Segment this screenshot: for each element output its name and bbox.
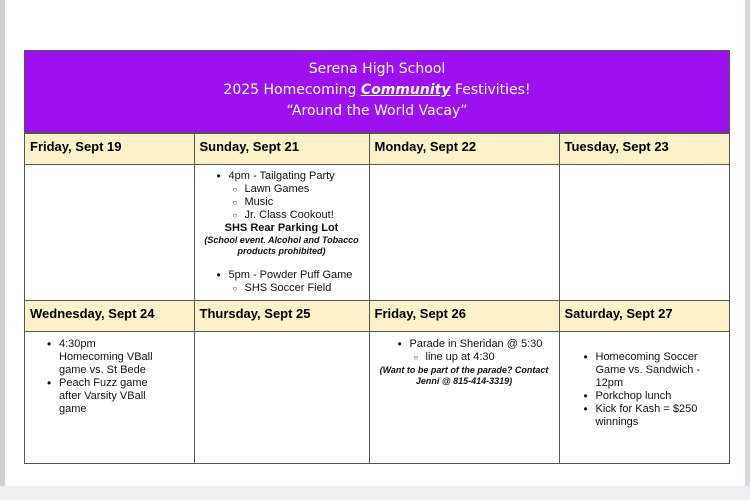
screen-right-edge	[745, 0, 750, 500]
sunday-sept21-cell	[194, 165, 369, 301]
community-emphasis: Community	[360, 82, 451, 98]
thursday-sept25-cell	[194, 332, 369, 464]
list-item: ○ line up at 4:30	[410, 351, 555, 364]
list-item: ○ Music	[229, 196, 365, 209]
event-title: 2025 Homecoming Community Festivities!	[223, 82, 531, 98]
day-header: Thursday, Sept 25	[194, 301, 369, 332]
day-header: Tuesday, Sept 23	[559, 134, 729, 165]
monday-sept22-cell	[369, 165, 559, 301]
list-item: ○ Jr. Class Cookout!	[229, 209, 365, 222]
day-header: Monday, Sept 22	[369, 134, 559, 165]
tuesday-sept23-cell	[559, 165, 729, 301]
theme-title: “Around the World Vacay”	[286, 103, 468, 119]
location-label: SHS Rear Parking Lot	[224, 222, 339, 234]
wednesday-sept24-cell	[25, 332, 194, 464]
event-note: (School event. Alcohol and Tobacco products prohibited)	[204, 235, 359, 256]
screen-left-edge	[0, 0, 5, 500]
day-header: Saturday, Sept 27	[559, 301, 729, 332]
friday-sept26-cell	[369, 332, 559, 464]
list-item: • Porkchop lunch	[580, 390, 710, 403]
title-banner	[25, 51, 729, 133]
week1-events-row	[25, 165, 729, 301]
friday-sept19-cell	[25, 165, 194, 301]
list-item: • Parade in Sheridan @ 5:30	[394, 338, 555, 351]
calendar-grid	[25, 133, 729, 463]
day-header: Wednesday, Sept 24	[25, 301, 194, 332]
school-name: Serena High School	[308, 61, 446, 77]
list-item: • Peach Fuzz game after Varsity VBall game	[43, 377, 163, 416]
list-item: • 4pm - Tailgating Party	[213, 170, 365, 183]
day-header: Friday, Sept 26	[369, 301, 559, 332]
list-item: ○ Lawn Games	[229, 183, 365, 196]
list-item: • 5pm - Powder Puff Game	[213, 269, 365, 282]
event-note: (Want to be part of the parade? Contact Jenni @ 815-414-3319)	[379, 365, 549, 386]
list-item: • Homecoming Soccer Game vs. Sandwich - 12pm	[580, 351, 710, 390]
day-header: Sunday, Sept 21	[194, 134, 369, 165]
screen-bottom-edge	[0, 486, 750, 500]
saturday-sept27-cell	[559, 332, 729, 464]
week1-header-row	[25, 134, 729, 165]
list-item: ○ SHS Soccer Field	[229, 282, 365, 295]
list-item: • Kick for Kash = $250 winnings	[580, 403, 710, 429]
day-header: Friday, Sept 19	[25, 134, 194, 165]
calendar-document	[24, 50, 730, 464]
week2-header-row	[25, 301, 729, 332]
list-item: • 4:30pm Homecoming VBall game vs. St Bede	[43, 338, 163, 377]
week2-events-row	[25, 332, 729, 464]
